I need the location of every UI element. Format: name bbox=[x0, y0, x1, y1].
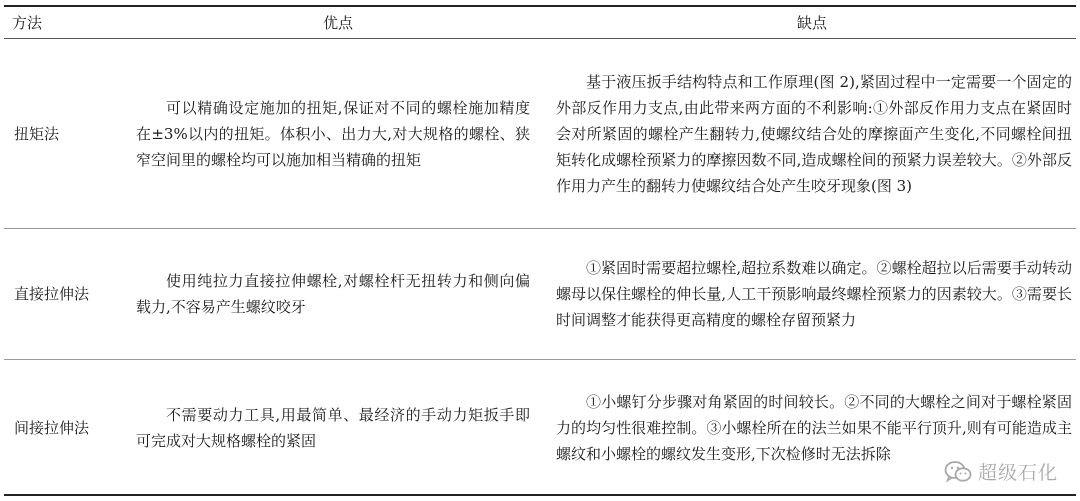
advantage-cell bbox=[128, 360, 548, 496]
header-method: 方法 bbox=[4, 7, 128, 39]
disadvantage-text: ①紧固时需要超拉螺栓,超拉系数难以确定。②螺栓超拉以后需要手动转动螺母以保住螺栓的伸长量,人工干预影响最终螺栓预紧力的因素较大。③需要长时间调整才能获得更高精度的螺栓存留预紧力 bbox=[556, 259, 1072, 329]
comparison-table bbox=[4, 7, 1076, 495]
disadvantage-cell bbox=[548, 229, 1076, 360]
watermark-text: 超级石化 bbox=[977, 462, 1058, 484]
watermark bbox=[944, 458, 1058, 485]
method-cell: 扭矩法 bbox=[4, 39, 128, 229]
advantage-text: 不需要动力工具,用最简单、最经济的手动力矩扳手即可完成对大规格螺栓的紧固 bbox=[136, 405, 530, 450]
advantage-text: 可以精确设定施加的扭矩,保证对不同的螺栓施加精度在±3%以内的扭矩。体积小、出力大,对大规格的螺栓、狭窄空间里的螺栓均可以施加相当精确的扭矩 bbox=[136, 98, 530, 169]
table-row bbox=[4, 39, 1076, 229]
disadvantage-cell bbox=[548, 39, 1076, 229]
wechat-icon bbox=[944, 460, 972, 484]
disadvantage-text: ①小螺钉分步骤对角紧固的时间较长。②不同的大螺栓之间对于螺栓紧固力的均匀性很难控制。③小螺栓所在的法兰如果不能平行顶升,则有可能造成主螺纹和小螺栓的螺纹发生变形,下次检修时无法拆除 bbox=[556, 392, 1072, 463]
method-cell: 间接拉伸法 bbox=[14, 418, 90, 437]
method-cell: 直接拉伸法 bbox=[4, 229, 128, 360]
disadvantage-text: 基于液压扳手结构特点和工作原理(图 2),紧固过程中一定需要一个固定的外部反作用力支点,由此带来两方面的不利影响:①外部反作用力支点在紧固时会对所紧固的螺栓产生翻转力,使螺纹结合处的摩擦面产生变化,不同螺栓间扭矩转化成螺栓预紧力的摩擦因数不同,造成螺栓间的预紧力误差较大。②外部反作用力产生的翻转力使螺纹结合处产生咬牙现象(图 3) bbox=[556, 72, 1072, 195]
advantage-cell bbox=[128, 229, 548, 360]
table-row bbox=[4, 360, 1076, 496]
header-advantage: 优点 bbox=[128, 7, 548, 39]
header-disadvantage: 缺点 bbox=[548, 7, 1076, 39]
table-row bbox=[4, 229, 1076, 360]
advantage-cell bbox=[128, 39, 548, 229]
advantage-text: 使用纯拉力直接拉伸螺栓,对螺栓杆无扭转力和侧向偏载力,不容易产生螺纹咬牙 bbox=[136, 272, 530, 316]
comparison-table-wrapper bbox=[4, 5, 1076, 496]
table-header-row bbox=[4, 7, 1076, 39]
